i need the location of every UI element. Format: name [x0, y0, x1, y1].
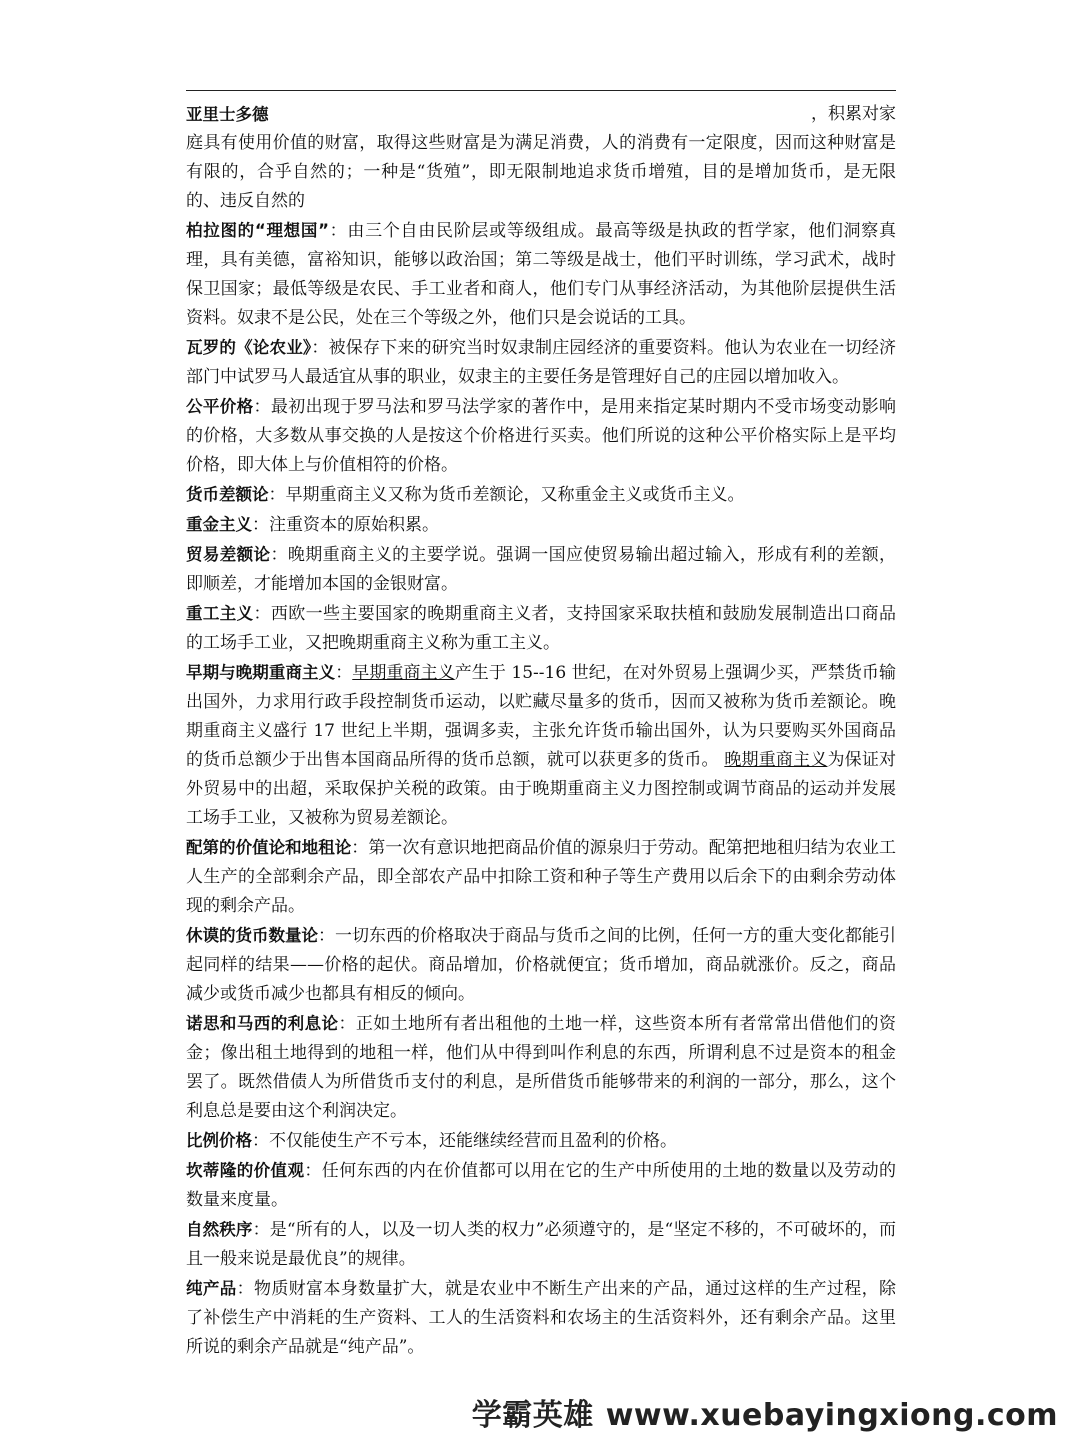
entry-text: 产生于 15--16 世纪，在对外贸易上强调少买，严禁货币输出国外，力求用行政手段控制货币运动，以贮藏尽量多的货币，因而又被称为货币差额论。晚期重商主义盛行 17 世纪上半期，强调多卖，主张允许货币输出国外，认为只要购买外国商品的货币总额少于出售本国商品所得的货币总额，就可以获更多的货币。: [186, 663, 897, 770]
entry-just-price: [186, 392, 896, 480]
entry-term: 自然秩序: [186, 1220, 253, 1239]
entry-cantillon: [186, 1156, 896, 1215]
footer-url[interactable]: www.xuebayingxiong.com: [605, 1398, 1058, 1433]
late-mercantilism-link[interactable]: 晚期重商主义: [724, 750, 828, 770]
entry-text: ：早期重商主义又称为货币差额论，又称重金主义或货币主义。: [268, 485, 745, 505]
entry-trade-balance: [186, 540, 896, 599]
entry-mercantilism: [186, 658, 896, 833]
entry-term: 亚里士多德: [186, 105, 269, 124]
entry-term: 瓦罗的《论农业》: [186, 338, 312, 357]
entry-term: 配第的价值论和地租论: [186, 838, 352, 857]
entry-term: 重工主义: [186, 604, 254, 623]
entry-term: 休谟的货币数量论: [186, 926, 318, 945]
entry-net-product: [186, 1274, 896, 1362]
entry-text: ：是“所有的人，以及一切人类的权力”必须遵守的，是“坚定不移的，不可破坏的，而且一般来说是最优良”的规律。: [186, 1220, 897, 1269]
entry-text: ：任何东西的内在价值都可以用在它的生产中所使用的土地的数量以及劳动的数量来度量。: [186, 1161, 897, 1210]
entry-term: 早期与晚期重商主义: [186, 663, 336, 682]
footer-brand: 学霸英雄: [471, 1398, 594, 1433]
entry-term: 重金主义: [186, 515, 252, 534]
entry-north-massie: [186, 1009, 896, 1126]
entry-plato: [186, 216, 896, 333]
entry-petty: [186, 833, 896, 921]
entry-text: 为保证对外贸易中的出超，采取保护关税的政策。由于晚期重商主义力图控制或调节商品的运动并发展工场手工业，又被称为贸易差额论。: [186, 750, 897, 828]
footer-watermark: [472, 1390, 1058, 1434]
entry-text: 庭具有使用价值的财富，取得这些财富是为满足消费，人的消费有一定限度，因而这种财富是有限的，合乎自然的；一种是“货殖”，即无限制地追求货币增殖，目的是增加货币，是无限的、违反自然的: [186, 133, 896, 211]
entry-hume: [186, 921, 896, 1009]
entry-term: 坎蒂隆的价值观: [186, 1161, 305, 1180]
entry-text: ：正如土地所有者出租他的土地一样，这些资本所有者常常出借他们的资金；像出租土地得到的地租一样，他们从中得到叫作利息的东西，所谓利息不过是资本的租金罢了。既然借债人为所借货币支付的利息，是所借货币能够带来的利润的一部分，那么，这个利息总是要由这个利润决定。: [186, 1014, 896, 1121]
entry-text: ：注重资本的原始积累。: [252, 515, 439, 535]
entry-text: ：物质财富本身数量扩大，就是农业中不断生产出来的产品，通过这样的生产过程，除了补偿生产中消耗的生产资料、工人的生活资料和农场主的生活资料外，还有剩余产品。这里所说的剩余产品就是“纯产品”。: [186, 1279, 897, 1357]
entry-text: ：: [335, 663, 353, 683]
header-rule: [186, 90, 896, 91]
entry-first-line: [186, 100, 896, 129]
entry-text: ：晚期重商主义的主要学说。强调一国应使贸易输出超过输入，形成有利的差额，即顺差，才能增加本国的金银财富。: [186, 545, 896, 594]
entry-term: 公平价格: [186, 397, 254, 416]
entry-term: 贸易差额论: [186, 545, 271, 564]
entry-varro: [186, 333, 896, 392]
entry-term: 诺思和马西的利息论: [186, 1014, 339, 1033]
entry-text: ：由三个自由民阶层或等级组成。最高等级是执政的哲学家，他们洞察真理，具有美德，富裕知识，能够以政治国；第二等级是战士，他们平时训练，学习武术，战时保卫国家；最低等级是农民、手工业者和商人，他们专门从事经济活动，为其他阶层提供生活资料。奴隶不是公民，处在三个等级之外，他们只是会说话的工具。: [186, 221, 896, 328]
entry-term: 柏拉图的“理想国”: [186, 221, 329, 240]
entry-bullionism: [186, 510, 896, 540]
entry-industrialism: [186, 599, 896, 658]
entry-text: ：一切东西的价格取决于商品与货币之间的比例，任何一方的重大变化都能引起同样的结果——价格的起伏。商品增加，价格就便宜；货币增加，商品就涨价。反之，商品减少或货币减少也都具有相反的倾向。: [186, 926, 896, 1004]
entry-aristotle: [186, 100, 896, 216]
entry-text: ：西欧一些主要国家的晚期重商主义者，支持国家采取扶植和鼓励发展制造出口商品的工场手工业，又把晚期重商主义称为重工主义。: [186, 604, 896, 653]
entry-term: 比例价格: [186, 1131, 252, 1150]
entry-term: 货币差额论: [186, 485, 269, 504]
entry-term: 纯产品: [186, 1279, 237, 1298]
entry-text: ：不仅能使生产不亏本，还能继续经营而且盈利的价格。: [252, 1131, 677, 1151]
entry-text: ：第一次有意识地把商品价值的源泉归于劳动。配第把地租归结为农业工人生产的全部剩余产品，即全部农产品中扣除工资和种子等生产费用以后余下的由剩余劳动体现的剩余产品。: [186, 838, 897, 916]
entry-text: ：最初出现于罗马法和罗马法学家的著作中，是用来指定某时期内不受市场变动影响的价格，大多数从事交换的人是按这个价格进行买卖。他们所说的这种公平价格实际上是平均价格，即大体上与价值相符的价格。: [186, 397, 896, 475]
entry-text: ：被保存下来的研究当时奴隶制庄园经济的重要资料。他认为农业在一切经济部门中试罗马人最适宜从事的职业，奴隶主的主要任务是管理好自己的庄园以增加收入。: [186, 338, 897, 387]
entry-proportional-price: [186, 1126, 896, 1156]
document-body: [186, 100, 896, 1362]
entry-money-balance: [186, 480, 896, 510]
entry-text-end: ，积累对家: [811, 104, 896, 124]
entry-natural-order: [186, 1215, 896, 1274]
early-mercantilism-link[interactable]: 早期重商主义: [352, 663, 455, 683]
